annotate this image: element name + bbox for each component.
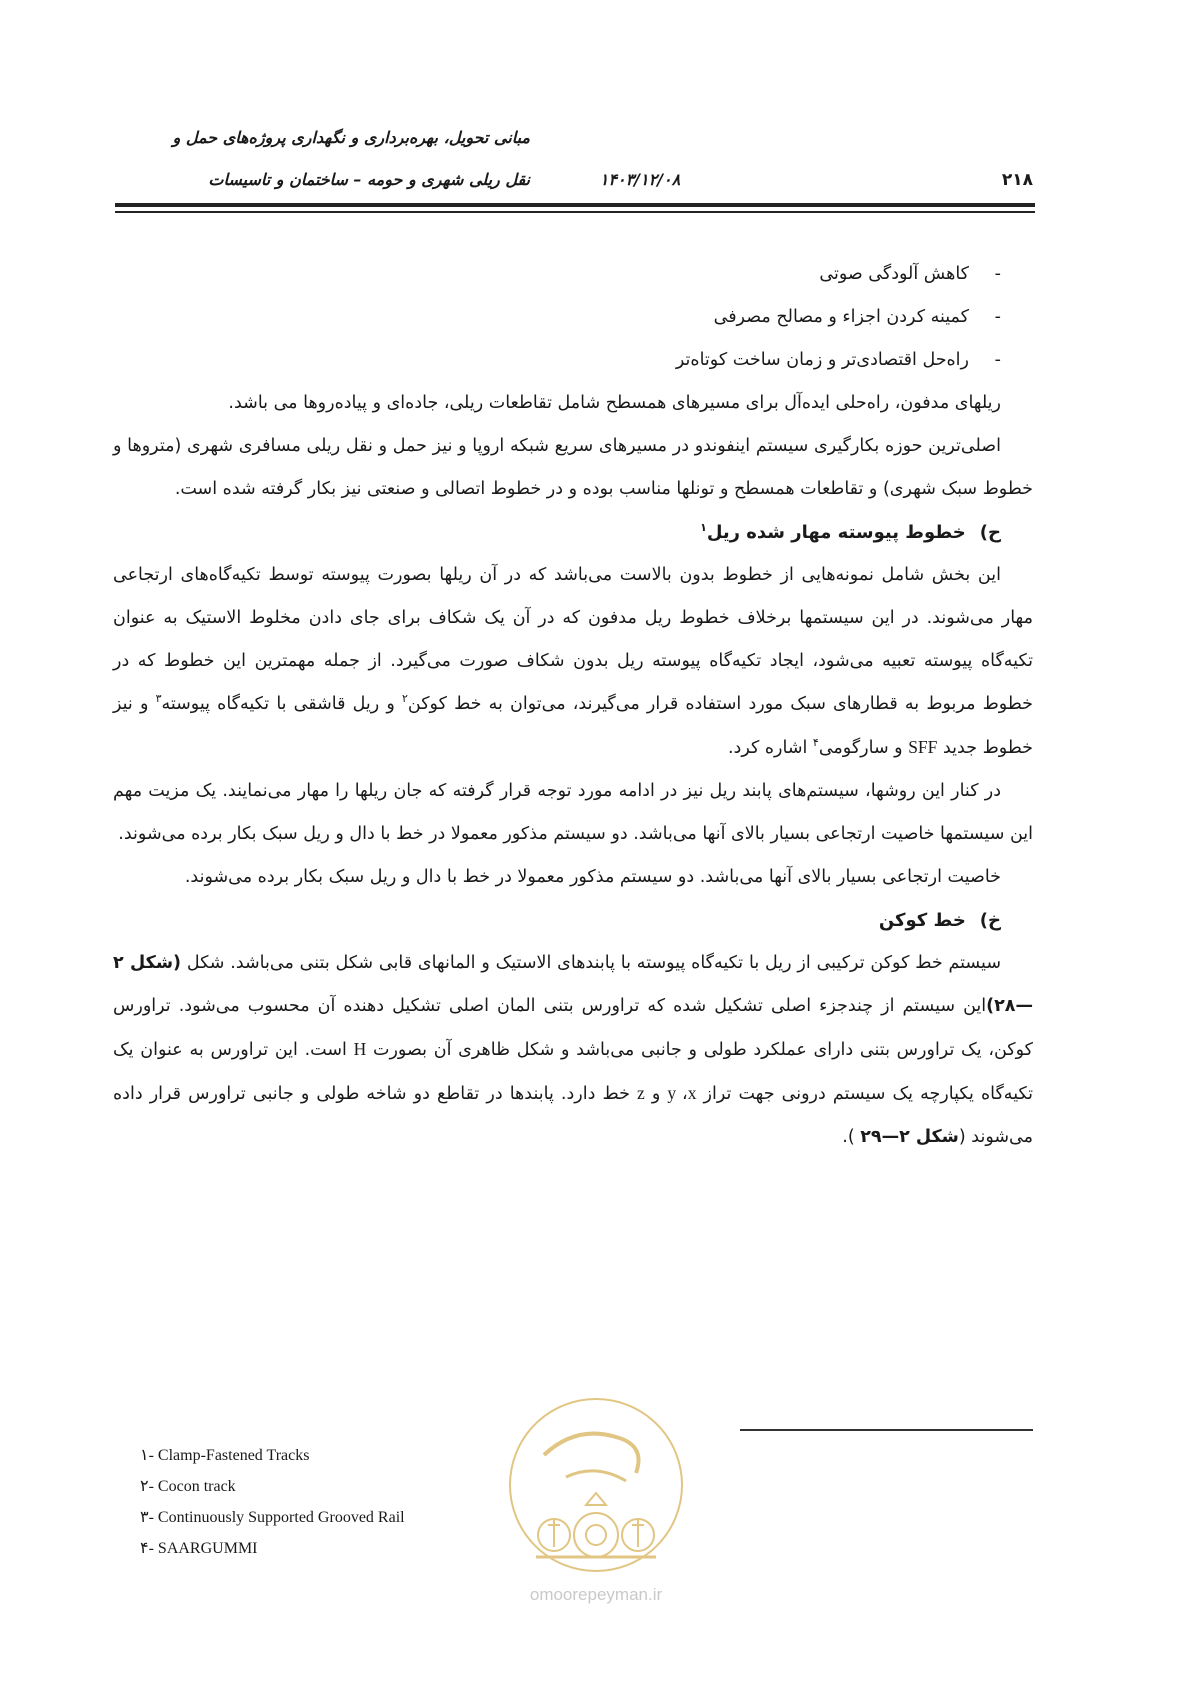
paragraph-fastening-systems: در کنار این روشها، سیستم‌های پابند ریل نیز در ادامه مورد توجه قرار گرفته که جان ریلها را مهار می‌نمایند. یک مزیت مهم این سیستمها خاصیت ارتجاعی بسیار بالای آنها می‌باشد. دو سیستم مذکور معمولا در خط با دال و ریل سبک بکار برده می‌شوند. (113, 781, 1033, 844)
section-heading-cocon (113, 899, 1033, 942)
footnote-item: ۲- Cocon track (140, 1478, 236, 1495)
bullet-dash: - (994, 350, 1001, 370)
section-heading-clamp-fastened (113, 511, 1033, 554)
paragraph-cocon-system: سیستم خط کوکن ترکیبی از ریل با تکیه‌گاه پیوسته با پابندهای الاستیک و المانهای قابی شکل بتنی می‌باشد. شکل (شکل ۲—۲۸)این سیستم از چندجزء اصلی تشکیل شده که تراورس بتنی المان اصلی تشکیل دهنده آن محسوب می‌شود. تراورس کوکن، یک تراورس بتنی دارای عملکرد طولی و جانبی می‌باشد و شکل ظاهری آن بصورت H است. این تراورس به عنوان یک تکیه‌گاه یکپارچه یک سیستم درونی جهت تراز y ،x و z خط دارد. پابندها در تقاطع دو شاخه طولی و جانبی تراورس قرار داده می‌شوند (شکل ۲—۲۹ ). (113, 953, 1034, 1147)
footnote-item: ۱- Clamp-Fastened Tracks (140, 1447, 310, 1464)
heading-letter: خ) (979, 910, 1001, 931)
header-rule-thin (115, 211, 1035, 213)
paragraph-infundo-usage: اصلی‌ترین حوزه بکارگیری سیستم اینفوندو در مسیرهای سریع شبکه اروپا و نیز حمل و نقل ریلی مسافری شهری (متروها و خطوط سبک شهری) و تقاطعات همسطح و تونلها مناسب بوده و در خطوط اتصالی و صنعتی نیز بکار گرفته شده است. (113, 436, 1033, 499)
heading-letter: ح) (979, 522, 1001, 543)
footnote-ref: ۱ (700, 521, 707, 534)
heading-text: خطوط پیوسته مهار شده ریل (706, 522, 966, 543)
footnote-item: ۳- Continuously Supported Grooved Rail (140, 1509, 405, 1526)
footnote-item: ۴- SAARGUMMI (140, 1540, 258, 1557)
header-date: ۱۴۰۳/۱۲/۰۸ (599, 170, 681, 189)
paragraph-continuous-tracks: این بخش شامل نمونه‌هایی از خطوط بدون بالاست می‌باشد که در آن ریلها بصورت پیوسته توسط تکیه‌گاه‌های ارتجاعی مهار می‌شوند. در این سیستمها برخلاف خطوط ریل مدفون که در آن یک شکاف برای جای دادن مخلوط الاستیک به عنوان تکیه‌گاه پیوسته تعبیه می‌شود، ایجاد تکیه‌گاه پیوسته ریل بدون شکاف صورت می‌گیرد. از جمله مهمترین این خطوط که در خطوط مربوط به قطارهای سبک مورد استفاده قرار می‌گیرند، می‌توان به خط کوکن$^۲$ و ریل قاشقی با تکیه‌گاه پیوسته$^۳$ و نیز خطوط جدید SFF و سارگومی$^۴$ اشاره کرد. (113, 565, 1033, 758)
watermark-url: omoorepeyman.ir (529, 1585, 663, 1604)
list-item: - کمینه کردن اجزاء و مصالح مصرفی (113, 296, 1001, 339)
list-item: - کاهش آلودگی صوتی (113, 253, 1001, 296)
footnote-ref: ۲ (401, 692, 408, 706)
main-content (113, 253, 1033, 1159)
bullet-list (113, 253, 1033, 382)
footnote-ref: ۳ (155, 692, 162, 706)
bullet-dash: - (994, 264, 1001, 284)
heading-text: خط کوکن (878, 910, 966, 931)
header-rule-thick (115, 203, 1035, 207)
footnotes (140, 1440, 540, 1564)
header-title-line1: مبانی تحویل، بهره‌برداری و نگهداری پروژه‌های حمل و (172, 128, 530, 147)
footnote-rule (740, 1429, 1033, 1431)
list-item: - راه‌حل اقتصادی‌تر و زمان ساخت کوتاه‌تر (113, 339, 1001, 382)
figure-ref: شکل ۲—۲۹ (860, 1127, 959, 1147)
figure-ref: (شکل ۲—۲۸) (113, 953, 1033, 1016)
paragraph-buried-rails: ریلهای مدفون، راه‌حلی ایده‌آل برای مسیرهای همسطح شامل تقاطعات ریلی، جاده‌ای و پیاده‌روها می باشد. (228, 393, 1001, 413)
page-number: ۲۱۸ (1001, 170, 1033, 190)
header-title-line2: نقل ریلی شهری و حومه – ساختمان و تاسیسات (208, 170, 530, 189)
bullet-dash: - (994, 307, 1001, 327)
footnote-ref: ۴ (812, 736, 819, 750)
paragraph-elasticity: خاصیت ارتجاعی بسیار بالای آنها می‌باشد. دو سیستم مذکور معمولا در خط با دال و ریل سبک بکار برده می‌شوند. (184, 867, 1001, 887)
